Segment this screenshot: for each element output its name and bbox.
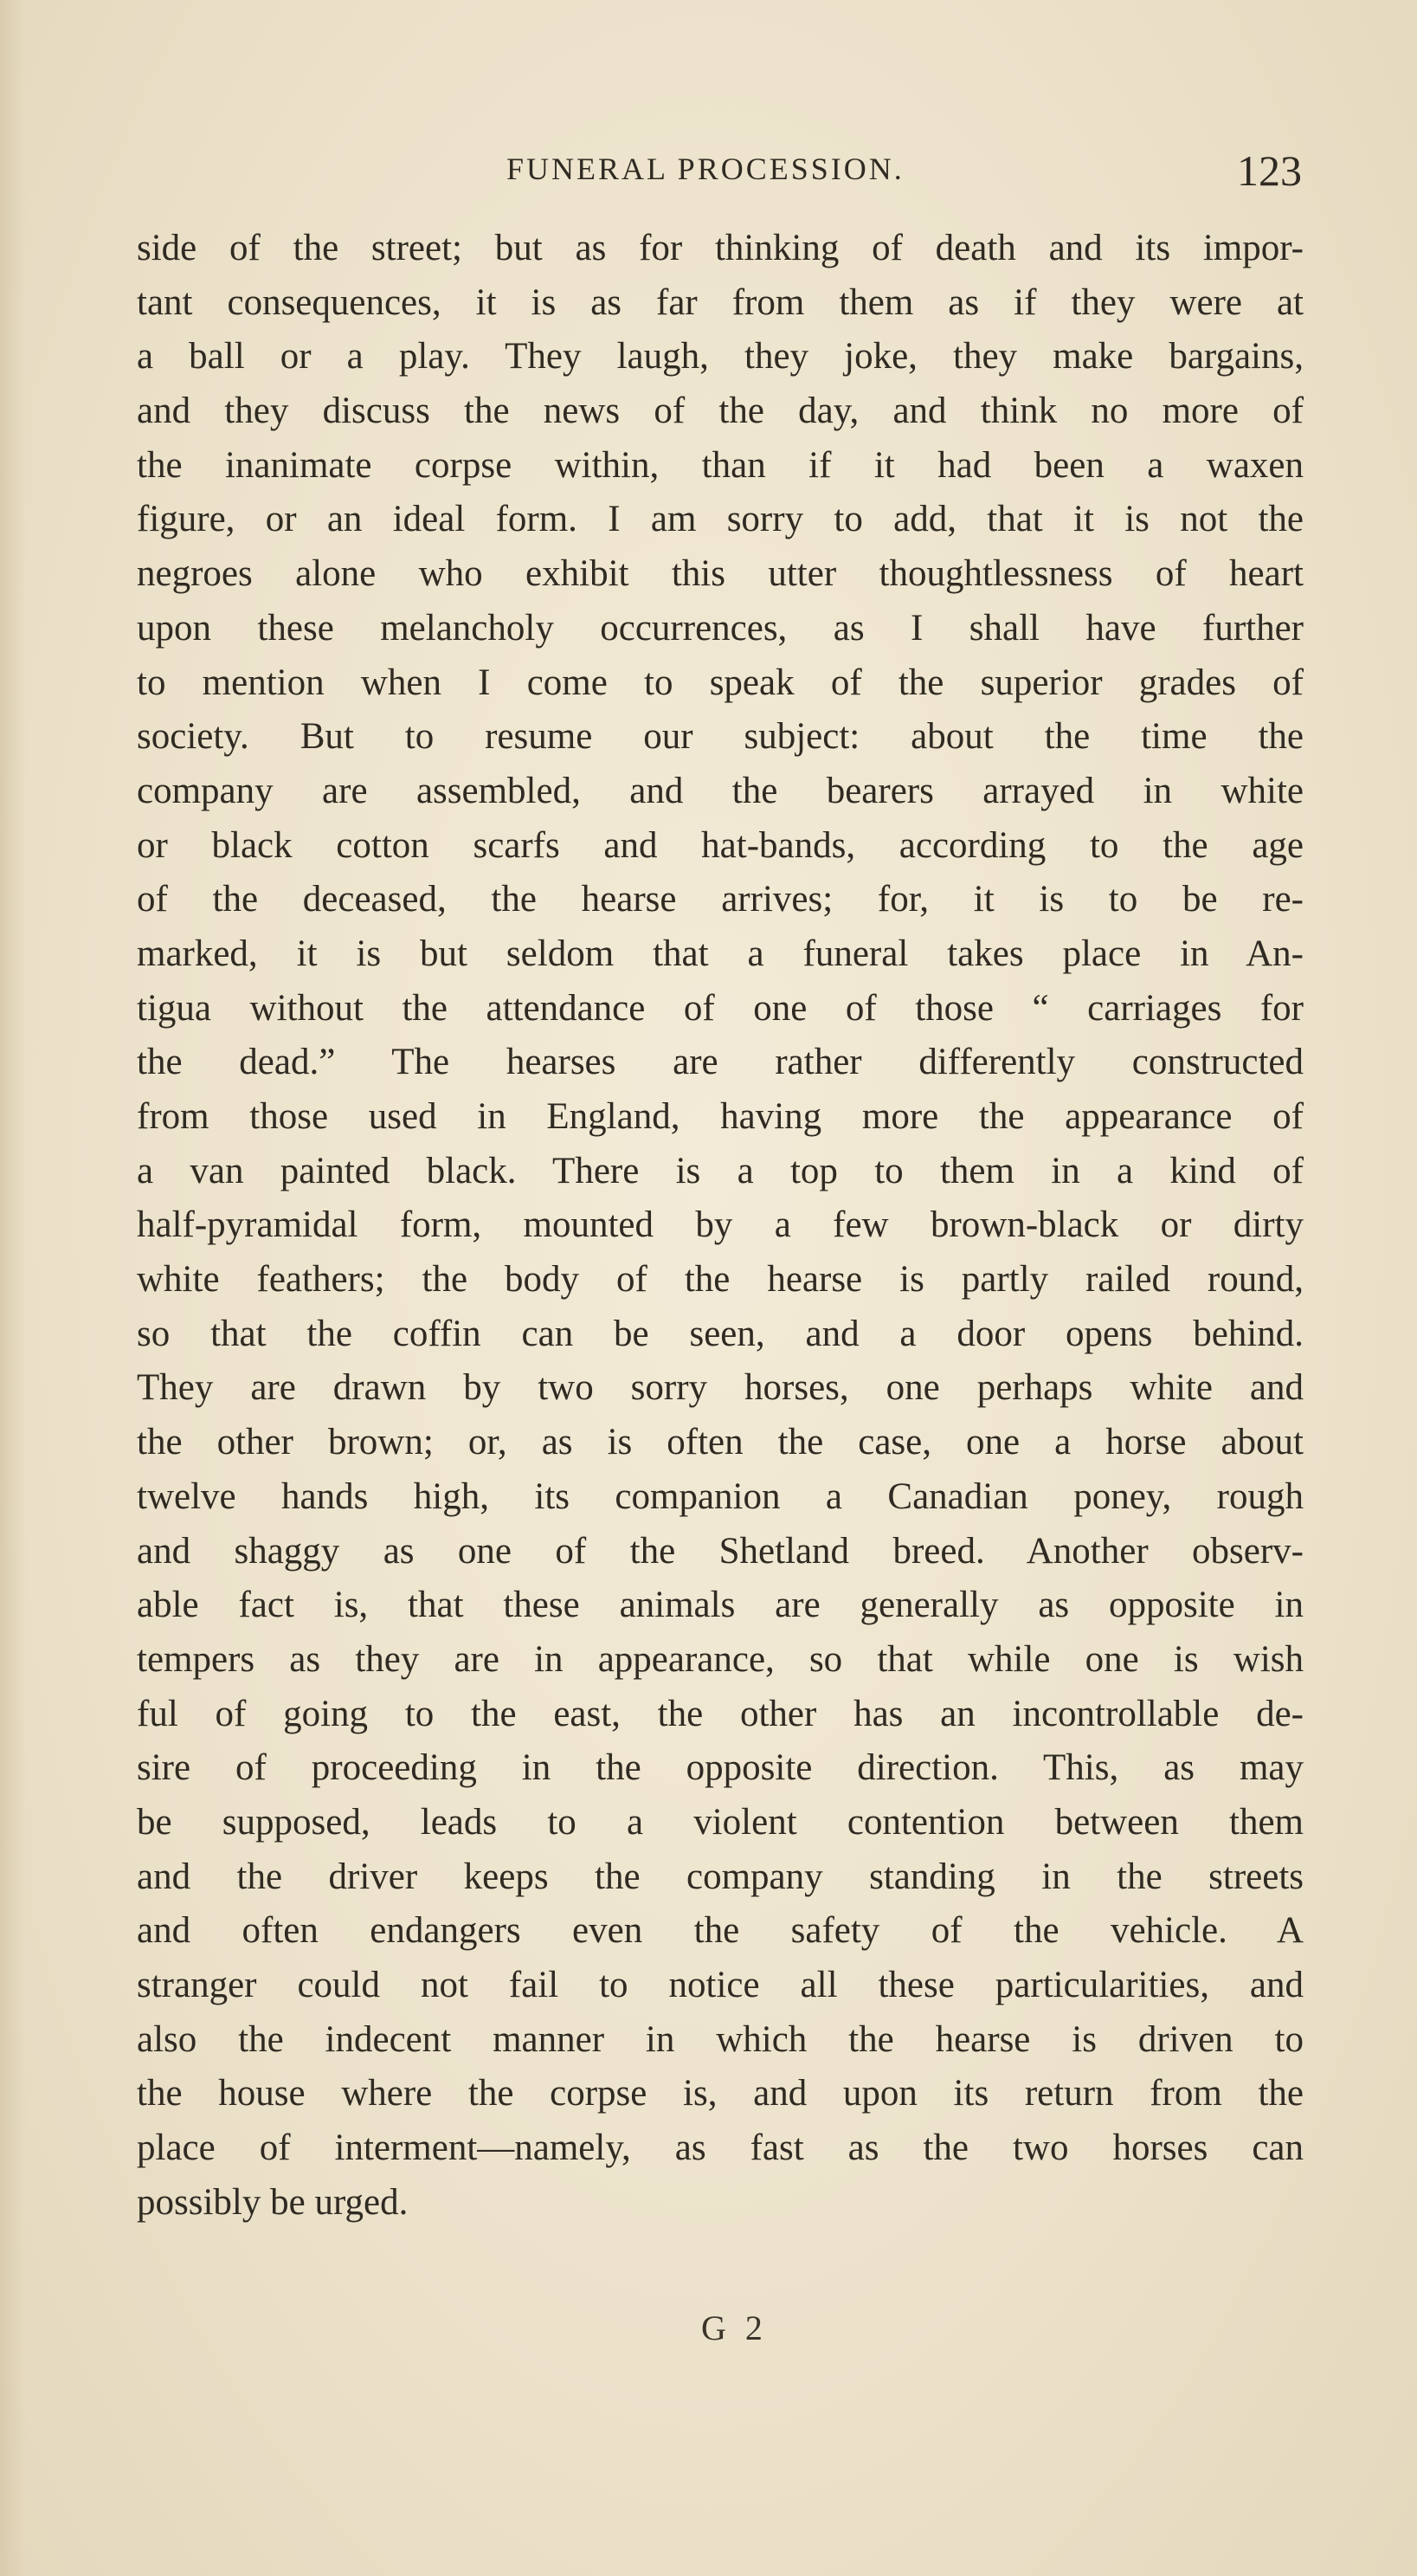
text-line: stranger could not fail to notice all these particularities, and — [137, 1965, 1304, 2005]
text-line: They are drawn by two sorry horses, one perhaps white and — [137, 1367, 1304, 1409]
text-line: the dead.” The hearses are rather differently constructed — [137, 1042, 1304, 1083]
text-line: place of interment—namely, as fast as the two horses can — [137, 2127, 1304, 2169]
text-line: tant consequences, it is as far from them as if they were at — [137, 281, 1304, 323]
text-line: ful of going to the east, the other has an incontrollable de- — [137, 1693, 1304, 1734]
text-line: twelve hands high, its companion a Canadian poney, rough — [137, 1475, 1304, 1517]
text-line: so that the coffin can be seen, and a door opens behind. — [137, 1313, 1304, 1354]
text-line: and they discuss the news of the day, and think no more of — [137, 391, 1304, 432]
text-line: a van painted black. There is a top to them in a kind of — [137, 1150, 1304, 1191]
text-line: possibly be urged. — [137, 2181, 409, 2223]
text-line: half-pyramidal form, mounted by a few brown-black or dirty — [137, 1204, 1304, 1246]
text-line: to mention when I come to speak of the superior grades of — [137, 662, 1304, 703]
text-line: tempers as they are in appearance, so that while one is wish — [137, 1638, 1304, 1680]
text-line: sire of proceeding in the opposite direction. This, as may — [137, 1747, 1304, 1789]
page-number: 123 — [1237, 146, 1302, 195]
running-title: FUNERAL PROCESSION. — [506, 152, 905, 186]
text-line: the house where the corpse is, and upon its return from the — [137, 2073, 1304, 2114]
text-line: the other brown; or, as is often the case, one a horse about — [137, 1422, 1304, 1463]
text-line: and often endangers even the safety of the vehicle. A — [137, 1910, 1304, 1952]
text-line: and the driver keeps the company standing in the streets — [137, 1856, 1304, 1897]
body-text — [137, 222, 1304, 2230]
text-line: upon these melancholy occurrences, as I shall have further — [137, 607, 1304, 649]
text-line: be supposed, leads to a violent contention between them — [137, 1801, 1304, 1843]
text-line: also the indecent manner in which the hearse is driven to — [137, 2018, 1304, 2060]
text-line: a ball or a play. They laugh, they joke, they make bargains, — [137, 336, 1304, 378]
text-line: able fact is, that these animals are generally as opposite in — [137, 1585, 1304, 1626]
text-line: of the deceased, the hearse arrives; for, it is to be re- — [137, 879, 1304, 920]
text-line: side of the street; but as for thinking of death and its impor- — [137, 228, 1304, 268]
text-line: white feathers; the body of the hearse is partly railed round, — [137, 1259, 1304, 1301]
text-line: or black cotton scarfs and hat-bands, according to the age — [137, 824, 1304, 866]
text-line: figure, or an ideal form. I am sorry to add, that it is not the — [137, 499, 1304, 540]
text-line: marked, it is but seldom that a funeral takes place in An- — [137, 933, 1304, 974]
signature-mark: G 2 — [701, 2308, 768, 2347]
text-line: company are assembled, and the bearers arrayed in white — [137, 770, 1304, 811]
text-line: the inanimate corpse within, than if it had been a waxen — [137, 444, 1304, 486]
text-line: negroes alone who exhibit this utter thoughtlessness of heart — [137, 553, 1304, 595]
text-line: society. But to resume our subject: about the time the — [137, 716, 1304, 758]
text-line: from those used in England, having more the appearance of — [137, 1096, 1304, 1137]
page-edge-shadow — [0, 0, 26, 2576]
text-line: and shaggy as one of the Shetland breed. Another observ- — [137, 1530, 1304, 1572]
text-line: tigua without the attendance of one of those “ carriages for — [137, 987, 1304, 1029]
running-head — [0, 145, 1417, 197]
